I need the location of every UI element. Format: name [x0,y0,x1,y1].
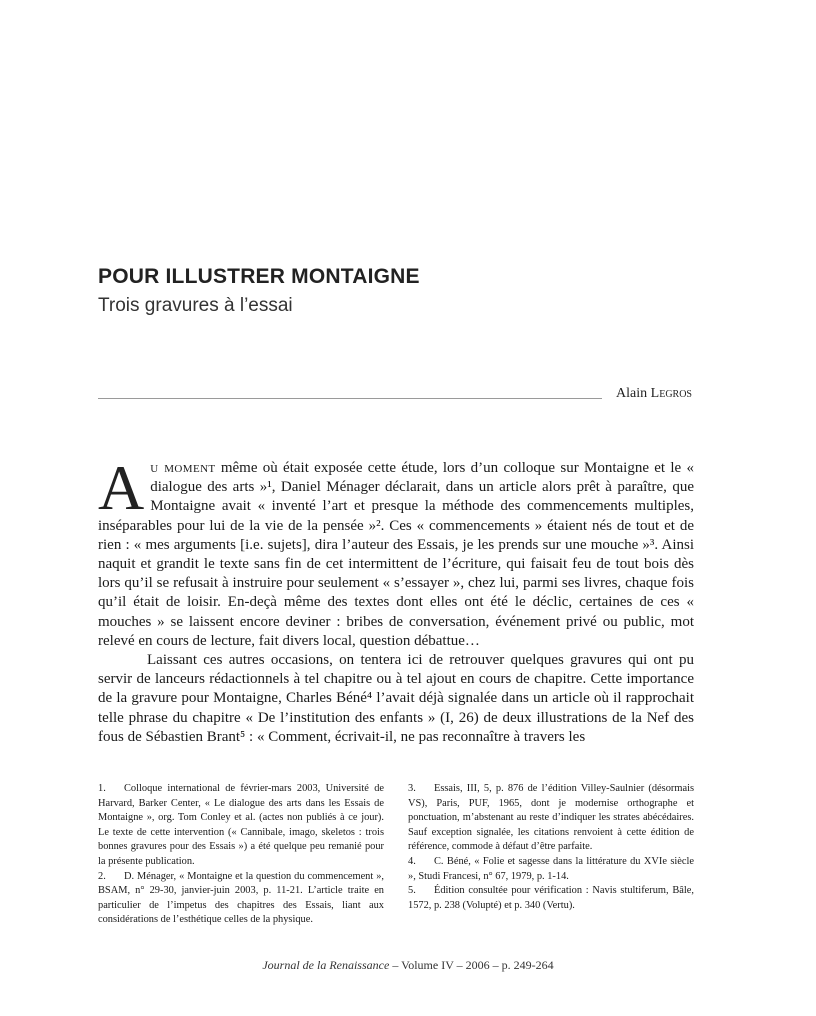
footnote-number: 2. [98,870,106,882]
article-title: POUR ILLUSTRER MONTAIGNE [98,265,420,288]
footnote [98,782,384,870]
footnote-text: C. Béné, « Folie et sagesse dans la littérature du XVIe siècle », Studi Francesi, n° 67, 1979, p. 1-14. [408,855,694,882]
footnote-text: Édition consultée pour vérification : Navis stultiferum, Bâle, 1572, p. 238 (Volupté) et p. 340 (Vertu). [408,885,694,911]
author-first-name: Alain [616,386,648,401]
footnote-column-left [98,782,384,928]
footnote-number: 5. [408,885,416,897]
title-rule [98,398,602,399]
footnote [408,884,694,913]
footnote [98,870,384,928]
paragraph-text: même où était exposée cette étude, lors d’un colloque sur Montaigne et le « dialogue des arts »¹, Daniel Ménager déclarait, dans un article alors prêt à paraître, que Montaigne avait « inventé l’art et presque la méthode des commencements multiples, inséparables pour lui de la vie de la pensée »². Ces « commencements » étaient nés de tout et de rien : « mes arguments [i.e. sujets], dira l’auteur des Essais, je les prends sur une mouche »³. Ainsi naquit et grandit le texte sans fin de cet intermittent de l’écriture, qui faisait feu de tout bois dès lors qu’il se refusait à instruire pour seulement « s’essayer », chez lui, parmi ses livres, chaque fois qu’il était de loisir. En-deçà même des textes dont elles ont été le déclic, certaines de ces « mouches » se laissent encore deviner : bribes de conversation, événement privé ou public, mot relevé en cours de lecture, fait divers local, question débattue… [98,460,694,649]
journal-title: Journal de la Renaissance [262,958,390,972]
footnote-number: 4. [408,855,416,867]
footnote-text: D. Ménager, « Montaigne et la question du commencement », BSAM, n° 29-30, janvier-juin 2003, p. 11-21. L’article traite en particulier de l’impetus des chapitres des Essais, liant aux considérations de l’esthétique celles de la physique. [98,870,384,926]
footnote-text: Essais, III, 5, p. 876 de l’édition Villey-Saulnier (désormais VS), Paris, PUF, 1965, dont je modernise orthographe et ponctuation, m’abstenant au reste d’indiquer les strates abécédaires. Sauf exception signalée, les citations renvoient à cette édition de référence, commode à défaut d’être parfaite. [408,783,694,853]
footnote-text: Colloque international de février-mars 2003, Université de Harvard, Barker Center, « Le dialogue des arts dans les Essais de Montaigne », org. Tom Conley et al. (actes non publiés à ce jour). Le texte de cette intervention (« Cannibale, imago, skeletos : trois bonnes gravures pour des Essais ») a été quelque peu remanié pour la présente publication. [98,783,384,867]
paragraph [98,452,694,651]
footnote [408,782,694,855]
author-name [616,386,692,402]
article-subtitle: Trois gravures à l’essai [98,295,293,316]
body-text [98,452,694,747]
lead-in: u moment [150,460,216,476]
author-last-name: Legros [650,386,692,401]
footnote-column-right [408,782,694,928]
page-footer [0,958,816,973]
footnote-number: 1. [98,783,106,794]
volume-info: – Volume IV – 2006 – p. 249-264 [389,958,554,972]
paragraph: Laissant ces autres occasions, on tentera ici de retrouver quelques gravures qui ont pu servir de lanceurs rédactionnels à tel chapitre ou à tel ajout en cours de chapitre. Cette importance de la gravure pour Montaigne, Charles Béné⁴ l’avait déjà signalée dans un article où il rapprochait telle phrase du chapitre « De l’institution des enfants » (I, 26) de deux illustrations de la Nef des fous de Sébastien Brant⁵ : « Comment, écrivait-il, ne pas reconnaître à travers les [98,652,694,745]
drop-cap: A [98,452,145,523]
footnotes [98,782,694,928]
footnote-number: 3. [408,783,416,794]
footnote [408,855,694,884]
